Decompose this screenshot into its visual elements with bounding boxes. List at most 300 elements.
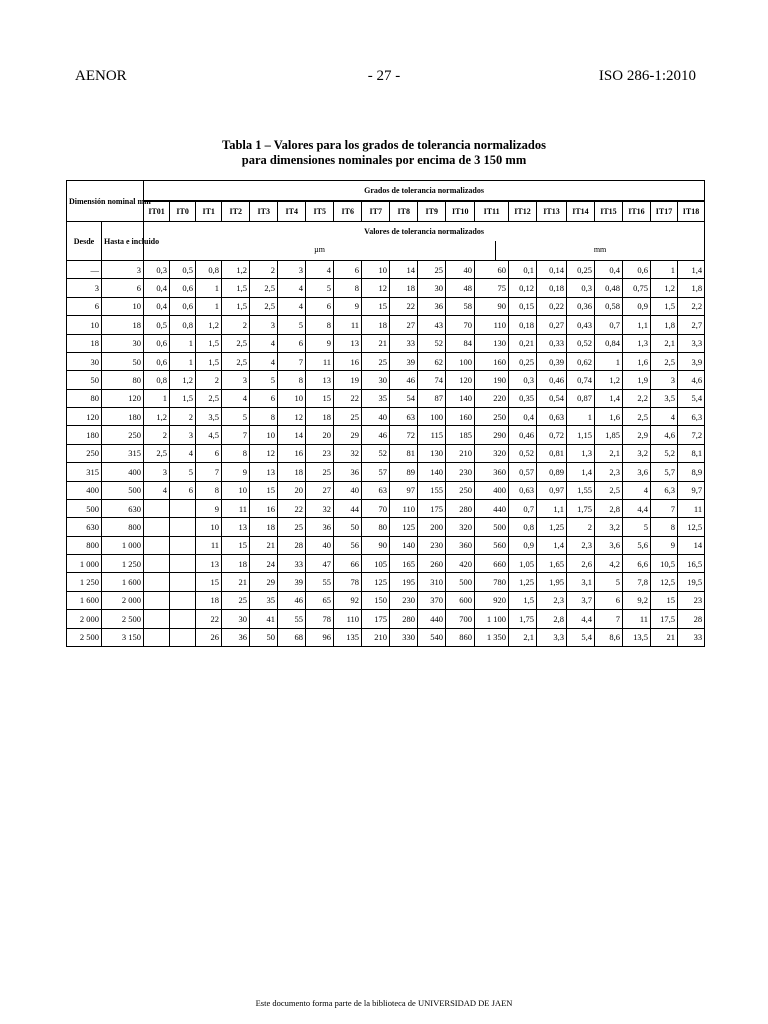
tolerance-value: 210 — [362, 628, 390, 647]
tolerance-value: 2,5 — [222, 352, 250, 370]
tolerance-value: 4 — [306, 261, 334, 279]
tolerance-value: 500 — [475, 518, 509, 536]
tolerance-value: 7,2 — [678, 426, 705, 444]
tolerance-value: 5 — [595, 573, 623, 591]
tolerance-value: 1,2 — [144, 408, 170, 426]
tolerance-value: 0,4 — [595, 261, 623, 279]
grade-label: IT8 — [390, 201, 418, 221]
tolerance-value: 5 — [250, 371, 278, 389]
tolerance-value: 81 — [390, 444, 418, 462]
tolerance-value: 0,4 — [509, 408, 537, 426]
grade-label: IT3 — [250, 201, 278, 221]
tolerance-value: 310 — [418, 573, 446, 591]
tolerance-value: 12 — [250, 444, 278, 462]
hasta-cell: 2 000 — [102, 591, 144, 609]
values-header: Valores de tolerancia normalizados — [364, 227, 484, 236]
tolerance-value: 1,1 — [537, 499, 567, 517]
tolerance-value: 125 — [390, 518, 418, 536]
tolerance-value: 18 — [250, 518, 278, 536]
tolerance-value: 260 — [418, 555, 446, 573]
tolerance-value: 9 — [306, 334, 334, 352]
tolerance-value: 4,2 — [595, 555, 623, 573]
tolerance-value: 97 — [390, 481, 418, 499]
tolerance-value: 3 — [222, 371, 250, 389]
tolerance-value: 280 — [446, 499, 475, 517]
tolerance-value: 96 — [306, 628, 334, 647]
tolerance-value: 1,75 — [509, 610, 537, 628]
tolerance-value: 540 — [418, 628, 446, 647]
tolerance-value: 4 — [170, 444, 196, 462]
tolerance-value: 22 — [334, 389, 362, 407]
tolerance-value: 6 — [278, 334, 306, 352]
desde-cell: 1 600 — [67, 591, 102, 609]
grade-label: IT14 — [567, 201, 595, 221]
tolerance-value: 24 — [250, 555, 278, 573]
tolerance-value: 33 — [678, 628, 705, 647]
tolerance-value: 36 — [418, 297, 446, 315]
desde-cell: — — [67, 261, 102, 279]
tolerance-value: 13 — [250, 463, 278, 481]
tolerance-value: 90 — [475, 297, 509, 315]
footer-note: Este documento forma parte de la biblioteca de UNIVERSIDAD DE JAEN — [255, 998, 513, 1008]
table-row — [67, 555, 705, 573]
tolerance-value: 0,27 — [537, 316, 567, 334]
tolerance-value — [170, 518, 196, 536]
tolerance-value — [170, 591, 196, 609]
tolerance-value: 2,2 — [623, 389, 651, 407]
tolerance-value: 0,46 — [509, 426, 537, 444]
tolerance-value: 150 — [362, 591, 390, 609]
tolerance-value: 5 — [222, 408, 250, 426]
tolerance-value: 10 — [278, 389, 306, 407]
tolerance-value — [144, 628, 170, 647]
grade-label: IT7 — [362, 201, 390, 221]
tolerance-value: 1 — [196, 279, 222, 297]
tolerance-value: 420 — [446, 555, 475, 573]
hasta-cell: 315 — [102, 444, 144, 462]
tolerance-value: 2,9 — [623, 426, 651, 444]
hasta-cell: 180 — [102, 408, 144, 426]
tolerance-value: 2 — [144, 426, 170, 444]
tolerance-value: 35 — [250, 591, 278, 609]
tolerance-value: 32 — [306, 499, 334, 517]
tolerance-value: 25 — [306, 463, 334, 481]
tolerance-value — [144, 573, 170, 591]
grade-label: IT18 — [678, 201, 704, 221]
tolerance-value: 0,35 — [509, 389, 537, 407]
tolerance-value: 440 — [475, 499, 509, 517]
tolerance-value: 4 — [278, 297, 306, 315]
tolerance-value: 21 — [222, 573, 250, 591]
tolerance-value: 2 — [567, 518, 595, 536]
tolerance-value: 1,4 — [537, 536, 567, 554]
tolerance-value: 130 — [418, 444, 446, 462]
desde-cell: 2 500 — [67, 628, 102, 647]
tolerance-value: 0,6 — [170, 279, 196, 297]
tolerance-value: 0,87 — [567, 389, 595, 407]
tolerance-value: 320 — [446, 518, 475, 536]
tolerance-value: 2,5 — [250, 297, 278, 315]
tolerance-value: 16 — [334, 352, 362, 370]
tolerance-value: 0,7 — [595, 316, 623, 334]
table-row — [67, 591, 705, 609]
tolerance-value: 0,21 — [509, 334, 537, 352]
tolerance-value: 46 — [390, 371, 418, 389]
table-row — [67, 297, 705, 315]
tolerance-value: 15 — [222, 536, 250, 554]
tolerance-value: 18 — [390, 279, 418, 297]
tolerance-value: 41 — [250, 610, 278, 628]
tolerance-value: 0,15 — [509, 297, 537, 315]
tolerance-value: 7,8 — [623, 573, 651, 591]
tolerance-value: 230 — [418, 536, 446, 554]
tolerance-value: 0,48 — [595, 279, 623, 297]
tolerance-value: 40 — [446, 261, 475, 279]
tolerance-value: 190 — [475, 371, 509, 389]
desde-cell: 10 — [67, 316, 102, 334]
unit-um: µm — [144, 241, 496, 260]
tolerance-value: 1,2 — [595, 371, 623, 389]
page-number: - 27 - — [367, 68, 401, 84]
tolerance-value: 3,2 — [595, 518, 623, 536]
tolerance-value — [170, 628, 196, 647]
tolerance-value: 660 — [475, 555, 509, 573]
tolerance-value: 0,4 — [144, 297, 170, 315]
hasta-cell: 400 — [102, 463, 144, 481]
tolerance-value: 8,9 — [678, 463, 705, 481]
tolerance-value: 2 — [250, 261, 278, 279]
tolerance-value: 40 — [334, 481, 362, 499]
hasta-cell: 30 — [102, 334, 144, 352]
table-body — [67, 261, 705, 647]
tolerance-value: 7 — [651, 499, 678, 517]
grade-label: IT5 — [306, 201, 334, 221]
desde-cell: 18 — [67, 334, 102, 352]
tolerance-value: 43 — [418, 316, 446, 334]
tolerance-value: 1,05 — [509, 555, 537, 573]
tolerance-value: 0,54 — [537, 389, 567, 407]
tolerance-value: 9,2 — [623, 591, 651, 609]
tolerance-value: 135 — [334, 628, 362, 647]
tolerance-value: 1,5 — [196, 334, 222, 352]
tolerance-value: 1,5 — [222, 279, 250, 297]
tolerance-value: 5,7 — [651, 463, 678, 481]
desde-cell: 120 — [67, 408, 102, 426]
grade-label: IT2 — [222, 201, 250, 221]
tolerance-value: 140 — [446, 389, 475, 407]
tolerance-value: 55 — [278, 610, 306, 628]
tolerance-value: 0,3 — [509, 371, 537, 389]
grade-label: IT0 — [170, 201, 196, 221]
tolerance-value: 16,5 — [678, 555, 705, 573]
tolerance-value: 6 — [196, 444, 222, 462]
tolerance-value: 0,9 — [623, 297, 651, 315]
table-row — [67, 334, 705, 352]
hasta-header: Hasta e incluido — [102, 222, 144, 261]
tolerance-value: 6,6 — [623, 555, 651, 573]
tolerance-value: 2 — [170, 408, 196, 426]
tolerance-value: 16 — [278, 444, 306, 462]
tolerance-value: 50 — [334, 518, 362, 536]
tolerance-value: 2,5 — [196, 389, 222, 407]
tolerance-value: 0,25 — [567, 261, 595, 279]
tolerance-value: 3,2 — [623, 444, 651, 462]
tolerance-value: 14 — [678, 536, 705, 554]
tolerance-value: 11 — [334, 316, 362, 334]
tolerance-value: 0,8 — [144, 371, 170, 389]
tolerance-value — [144, 518, 170, 536]
grade-label: IT12 — [509, 201, 537, 221]
desde-cell: 315 — [67, 463, 102, 481]
tolerance-value: 30 — [362, 371, 390, 389]
tolerance-value: 320 — [475, 444, 509, 462]
tolerance-value: 21 — [250, 536, 278, 554]
tolerance-value: 90 — [362, 536, 390, 554]
table-row — [67, 499, 705, 517]
tolerance-value: 12,5 — [678, 518, 705, 536]
tolerance-value: 25 — [362, 352, 390, 370]
tolerance-value: 0,25 — [509, 352, 537, 370]
desde-header: Desde — [67, 222, 102, 261]
tolerance-value: 1,1 — [623, 316, 651, 334]
grades-header-block — [144, 181, 705, 222]
tolerance-value: 230 — [446, 463, 475, 481]
tolerance-value: 6 — [250, 389, 278, 407]
tolerance-value: 360 — [446, 536, 475, 554]
tolerance-value: 23 — [678, 591, 705, 609]
tolerance-value: 4 — [250, 334, 278, 352]
tolerance-value: 75 — [475, 279, 509, 297]
tolerance-value: 3 — [250, 316, 278, 334]
tolerance-value: 1,5 — [651, 297, 678, 315]
tolerance-value: 8 — [306, 316, 334, 334]
tolerance-value: 10 — [222, 481, 250, 499]
tolerance-value: 1,5 — [509, 591, 537, 609]
tolerance-value: 1,8 — [651, 316, 678, 334]
tolerance-value: 290 — [475, 426, 509, 444]
tolerance-value: 0,3 — [567, 279, 595, 297]
tolerance-value: 1,3 — [567, 444, 595, 462]
tolerance-value: 78 — [334, 573, 362, 591]
tolerance-value: 920 — [475, 591, 509, 609]
tolerance-value: 58 — [446, 297, 475, 315]
tolerance-value: 8 — [278, 371, 306, 389]
tolerance-value: 2,5 — [623, 408, 651, 426]
tolerance-value: 52 — [418, 334, 446, 352]
tolerance-value: 19,5 — [678, 573, 705, 591]
tolerance-value — [144, 555, 170, 573]
tolerance-value: 0,89 — [537, 463, 567, 481]
tolerance-value: 36 — [334, 463, 362, 481]
tolerance-value: 0,7 — [509, 499, 537, 517]
tolerance-value — [170, 555, 196, 573]
tolerance-value: 3,5 — [196, 408, 222, 426]
grade-label: IT15 — [595, 201, 623, 221]
tolerance-value: 32 — [334, 444, 362, 462]
tolerance-value: 1,6 — [623, 352, 651, 370]
tolerance-value — [170, 573, 196, 591]
tolerance-value: 1,95 — [537, 573, 567, 591]
tolerance-value: 13 — [196, 555, 222, 573]
tolerance-value: 15 — [362, 297, 390, 315]
tolerance-value: 28 — [678, 610, 705, 628]
header-right: ISO 286-1:2010 — [598, 68, 696, 84]
tolerance-value: 0,62 — [567, 352, 595, 370]
tolerance-value — [144, 610, 170, 628]
tolerance-value: 4 — [278, 279, 306, 297]
tolerance-value: 0,9 — [509, 536, 537, 554]
tolerance-value: 25 — [278, 518, 306, 536]
tolerance-value: 1,5 — [222, 297, 250, 315]
tolerance-value: 27 — [390, 316, 418, 334]
grade-label: IT11 — [475, 201, 509, 221]
tolerance-value: 4,5 — [196, 426, 222, 444]
hasta-cell: 10 — [102, 297, 144, 315]
tolerance-value: 9,7 — [678, 481, 705, 499]
tolerance-value: 330 — [390, 628, 418, 647]
tolerance-value: 28 — [278, 536, 306, 554]
tolerance-value: 0,72 — [537, 426, 567, 444]
grade-label: IT13 — [537, 201, 567, 221]
hasta-cell: 3 150 — [102, 628, 144, 647]
tolerance-value: 33 — [278, 555, 306, 573]
tolerance-value: 4,6 — [678, 371, 705, 389]
hasta-cell: 1 250 — [102, 555, 144, 573]
tolerance-value: 11 — [678, 499, 705, 517]
table-row — [67, 279, 705, 297]
tolerance-value: 1,65 — [537, 555, 567, 573]
table-row — [67, 389, 705, 407]
tolerance-value: 30 — [222, 610, 250, 628]
tolerance-value: 1,2 — [222, 261, 250, 279]
tolerance-value: 54 — [390, 389, 418, 407]
tolerance-value: 46 — [362, 426, 390, 444]
tolerance-value: 1 — [567, 408, 595, 426]
grade-label: IT16 — [623, 201, 651, 221]
tolerance-value: 9 — [196, 499, 222, 517]
table-row — [67, 444, 705, 462]
tolerance-value: 1 — [196, 297, 222, 315]
tolerance-value: 4,6 — [651, 426, 678, 444]
hasta-cell: 120 — [102, 389, 144, 407]
tolerance-value: 2 — [196, 371, 222, 389]
tolerance-value: 1,15 — [567, 426, 595, 444]
hasta-cell: 800 — [102, 518, 144, 536]
tolerance-value: 8 — [651, 518, 678, 536]
tolerance-value: 1,4 — [595, 389, 623, 407]
tolerance-value: 12,5 — [651, 573, 678, 591]
grade-label: IT6 — [334, 201, 362, 221]
tolerance-value: 2,3 — [567, 536, 595, 554]
tolerance-value: 40 — [362, 408, 390, 426]
tolerance-value: 11 — [306, 352, 334, 370]
grade-label-row — [144, 201, 704, 221]
tolerance-value: 195 — [390, 573, 418, 591]
desde-cell: 1 250 — [67, 573, 102, 591]
table-row — [67, 610, 705, 628]
tolerance-value: 2,7 — [678, 316, 705, 334]
tolerance-value: 0,63 — [509, 481, 537, 499]
tolerance-value: 3,1 — [567, 573, 595, 591]
grade-label: IT4 — [278, 201, 306, 221]
tolerance-value: 6 — [170, 481, 196, 499]
tolerance-value: 44 — [334, 499, 362, 517]
tolerance-value: 15 — [196, 573, 222, 591]
table-row — [67, 481, 705, 499]
tolerance-value: 18 — [362, 316, 390, 334]
table-row — [67, 352, 705, 370]
tolerance-value: 4 — [651, 408, 678, 426]
tolerance-value: 0,4 — [144, 279, 170, 297]
tolerance-value: 9 — [222, 463, 250, 481]
hasta-cell: 50 — [102, 352, 144, 370]
tolerance-value: 7 — [196, 463, 222, 481]
tolerance-value: 6 — [306, 297, 334, 315]
tolerance-value: 21 — [362, 334, 390, 352]
table-row — [67, 628, 705, 647]
tolerance-value: 65 — [306, 591, 334, 609]
tolerance-value: 1,2 — [170, 371, 196, 389]
table-caption — [0, 138, 768, 168]
desde-cell: 30 — [67, 352, 102, 370]
tolerance-value: 2,5 — [222, 334, 250, 352]
desde-cell: 6 — [67, 297, 102, 315]
tolerance-value: 1,25 — [509, 573, 537, 591]
tolerance-value: 500 — [446, 573, 475, 591]
tolerance-value: 0,8 — [509, 518, 537, 536]
tolerance-value: 0,63 — [537, 408, 567, 426]
tolerance-value: 5 — [170, 463, 196, 481]
tolerance-value: 4,4 — [623, 499, 651, 517]
tolerance-value: 22 — [196, 610, 222, 628]
tolerance-value: 160 — [446, 408, 475, 426]
tolerance-value: 280 — [390, 610, 418, 628]
tolerance-value: 3,7 — [567, 591, 595, 609]
tolerance-value: 20 — [278, 481, 306, 499]
tolerance-value: 0,39 — [537, 352, 567, 370]
tolerance-value: 8,1 — [678, 444, 705, 462]
tolerance-value: 3 — [651, 371, 678, 389]
tolerance-value: 18 — [306, 408, 334, 426]
tolerance-value: 5,6 — [623, 536, 651, 554]
tolerance-value: 5,4 — [678, 389, 705, 407]
tolerance-value: 220 — [475, 389, 509, 407]
tolerance-value: 370 — [418, 591, 446, 609]
tolerance-value: 860 — [446, 628, 475, 647]
tolerance-value: 0,57 — [509, 463, 537, 481]
tolerance-value: 16 — [250, 499, 278, 517]
tolerance-value: 63 — [362, 481, 390, 499]
tolerance-value: 3,3 — [678, 334, 705, 352]
tolerance-value: 2,3 — [537, 591, 567, 609]
tolerance-value: 0,5 — [170, 261, 196, 279]
desde-cell: 2 000 — [67, 610, 102, 628]
tolerance-value: 0,81 — [537, 444, 567, 462]
table-row — [67, 408, 705, 426]
tolerance-value: 5 — [278, 316, 306, 334]
tolerance-value: 140 — [390, 536, 418, 554]
header-left: AENOR — [75, 68, 127, 84]
tolerance-value: 22 — [390, 297, 418, 315]
tolerance-value: 3 — [170, 426, 196, 444]
tolerance-value: 57 — [362, 463, 390, 481]
tolerance-value: 36 — [306, 518, 334, 536]
tolerance-value: 1,9 — [623, 371, 651, 389]
hasta-cell: 500 — [102, 481, 144, 499]
tolerance-value: 78 — [306, 610, 334, 628]
hasta-cell: 6 — [102, 279, 144, 297]
tolerance-value: 175 — [362, 610, 390, 628]
